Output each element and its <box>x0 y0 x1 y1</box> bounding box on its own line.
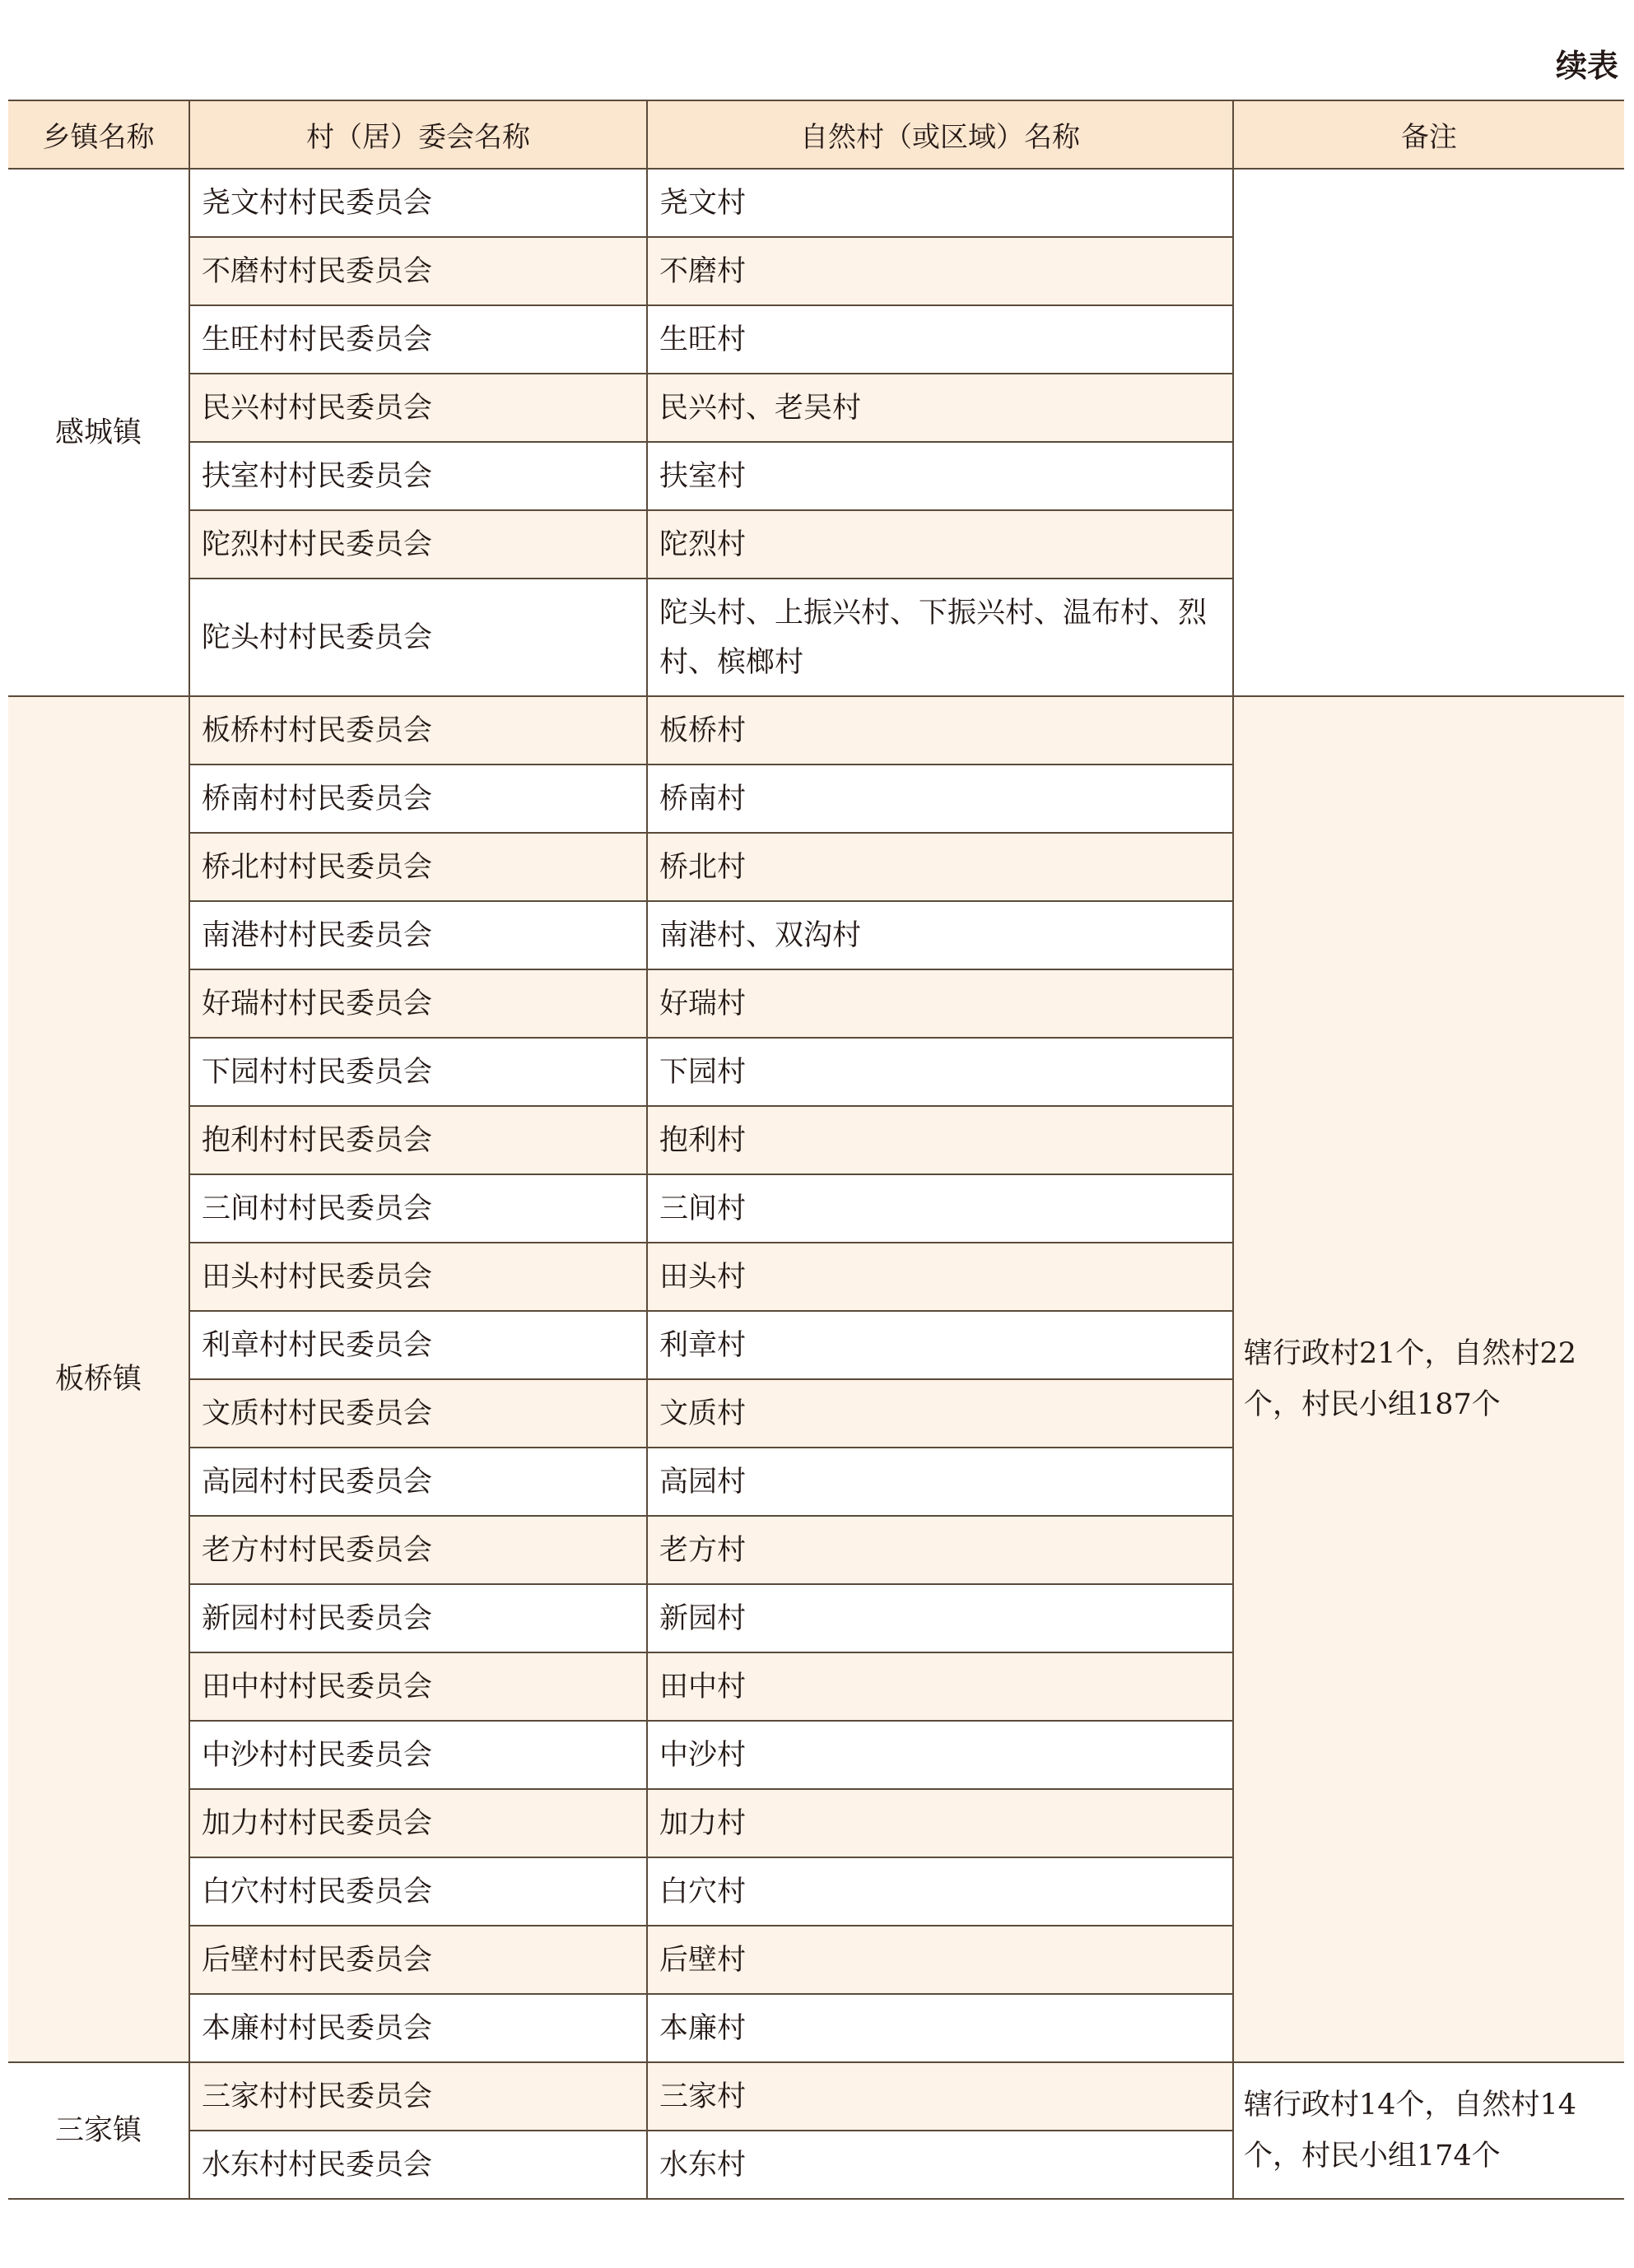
natural-village-cell: 文质村 <box>647 1379 1233 1448</box>
committee-name-cell: 后壁村村民委员会 <box>189 1926 647 1994</box>
table-row <box>8 2062 1624 2131</box>
natural-village-cell: 尧文村 <box>647 169 1233 237</box>
committee-name-cell: 桥南村村民委员会 <box>189 765 647 833</box>
natural-village-cell: 不磨村 <box>647 237 1233 305</box>
natural-village-cell: 三家村 <box>647 2062 1233 2131</box>
committee-name-cell: 南港村村民委员会 <box>189 901 647 969</box>
note-cell: 辖行政村14个，自然村14个，村民小组174个 <box>1233 2062 1624 2199</box>
natural-village-cell: 下园村 <box>647 1038 1233 1106</box>
natural-village-cell: 桥南村 <box>647 765 1233 833</box>
committee-name-cell: 中沙村村民委员会 <box>189 1721 647 1789</box>
committee-name-cell: 老方村村民委员会 <box>189 1516 647 1584</box>
continuation-label: 续表 <box>1555 48 1618 84</box>
committee-name-cell: 陀烈村村民委员会 <box>189 510 647 579</box>
header-row <box>8 100 1624 169</box>
natural-village-cell: 高园村 <box>647 1448 1233 1516</box>
committee-name-cell: 抱利村村民委员会 <box>189 1106 647 1174</box>
natural-village-cell: 水东村 <box>647 2131 1233 2199</box>
town-name-cell: 感城镇 <box>8 169 189 696</box>
natural-village-cell: 抱利村 <box>647 1106 1233 1174</box>
committee-name-cell: 桥北村村民委员会 <box>189 833 647 901</box>
note-cell: 辖行政村21个，自然村22个，村民小组187个 <box>1233 696 1624 2062</box>
committee-name-cell: 下园村村民委员会 <box>189 1038 647 1106</box>
natural-village-cell: 好瑞村 <box>647 969 1233 1038</box>
committee-name-cell: 田头村村民委员会 <box>189 1243 647 1311</box>
note-cell <box>1233 169 1624 696</box>
committee-name-cell: 白穴村村民委员会 <box>189 1857 647 1926</box>
natural-village-cell: 田头村 <box>647 1243 1233 1311</box>
natural-village-cell: 白穴村 <box>647 1857 1233 1926</box>
committee-name-cell: 民兴村村民委员会 <box>189 374 647 442</box>
committee-name-cell: 陀头村村民委员会 <box>189 579 647 696</box>
natural-village-cell: 老方村 <box>647 1516 1233 1584</box>
natural-village-cell: 陀头村、上振兴村、下振兴村、温布村、烈村、槟榔村 <box>647 579 1233 696</box>
committee-name-cell: 本廉村村民委员会 <box>189 1994 647 2062</box>
table-row <box>8 169 1624 237</box>
committee-name-cell: 加力村村民委员会 <box>189 1789 647 1857</box>
committee-name-cell: 不磨村村民委员会 <box>189 237 647 305</box>
committee-name-cell: 三间村村民委员会 <box>189 1174 647 1243</box>
town-name-cell: 三家镇 <box>8 2062 189 2199</box>
committee-name-cell: 田中村村民委员会 <box>189 1652 647 1721</box>
natural-village-cell: 田中村 <box>647 1652 1233 1721</box>
committee-name-cell: 生旺村村民委员会 <box>189 305 647 374</box>
committee-name-cell: 尧文村村民委员会 <box>189 169 647 237</box>
committee-name-cell: 文质村村民委员会 <box>189 1379 647 1448</box>
header-town: 乡镇名称 <box>8 100 189 169</box>
committee-name-cell: 利章村村民委员会 <box>189 1311 647 1379</box>
natural-village-cell: 南港村、双沟村 <box>647 901 1233 969</box>
natural-village-cell: 利章村 <box>647 1311 1233 1379</box>
table-row <box>8 696 1624 765</box>
natural-village-cell: 三间村 <box>647 1174 1233 1243</box>
natural-village-cell: 扶室村 <box>647 442 1233 510</box>
committee-name-cell: 水东村村民委员会 <box>189 2131 647 2199</box>
committee-name-cell: 板桥村村民委员会 <box>189 696 647 765</box>
town-name-cell: 板桥镇 <box>8 696 189 2062</box>
header-committee: 村（居）委会名称 <box>189 100 647 169</box>
natural-village-cell: 生旺村 <box>647 305 1233 374</box>
natural-village-cell: 后壁村 <box>647 1926 1233 1994</box>
natural-village-cell: 加力村 <box>647 1789 1233 1857</box>
natural-village-cell: 桥北村 <box>647 833 1233 901</box>
committee-name-cell: 扶室村村民委员会 <box>189 442 647 510</box>
natural-village-cell: 本廉村 <box>647 1994 1233 2062</box>
header-natural-village: 自然村（或区域）名称 <box>647 100 1233 169</box>
natural-village-cell: 民兴村、老吴村 <box>647 374 1233 442</box>
table-body <box>8 169 1624 2199</box>
committee-name-cell: 新园村村民委员会 <box>189 1584 647 1652</box>
natural-village-cell: 板桥村 <box>647 696 1233 765</box>
committee-name-cell: 好瑞村村民委员会 <box>189 969 647 1038</box>
natural-village-cell: 新园村 <box>647 1584 1233 1652</box>
committee-name-cell: 三家村村民委员会 <box>189 2062 647 2131</box>
natural-village-cell: 陀烈村 <box>647 510 1233 579</box>
committee-name-cell: 高园村村民委员会 <box>189 1448 647 1516</box>
village-table <box>8 100 1624 2200</box>
header-note: 备注 <box>1233 100 1624 169</box>
natural-village-cell: 中沙村 <box>647 1721 1233 1789</box>
